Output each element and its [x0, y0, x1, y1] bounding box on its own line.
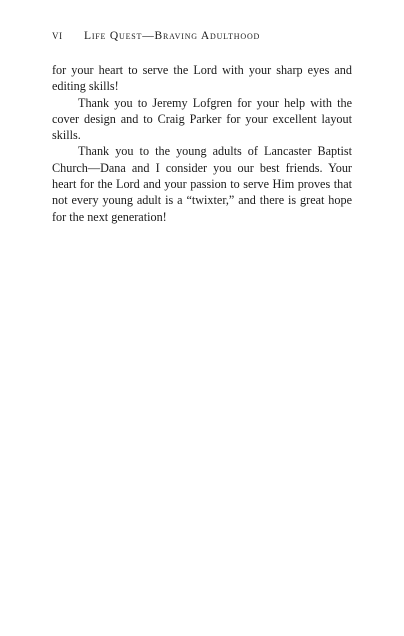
running-title: Life Quest—Braving Adulthood	[84, 30, 261, 42]
body-text	[52, 62, 352, 225]
running-header	[52, 28, 352, 44]
paragraph-cover-design-thanks: Thank you to Jeremy Lofgren for your help with the cover design and to Craig Parker for your excellent layout skills.	[52, 95, 352, 143]
paragraph-continuation: for your heart to serve the Lord with your sharp eyes and editing skills!	[52, 63, 352, 94]
paragraph-young-adults-thanks: Thank you to the young adults of Lancaster Baptist Church—Dana and I consider you our best friends. Your heart for the Lord and your passion to serve Him proves that not every young adult is a “twixter,” and there is great hope for the next generation!	[52, 144, 352, 224]
page-number: vi	[52, 28, 63, 42]
